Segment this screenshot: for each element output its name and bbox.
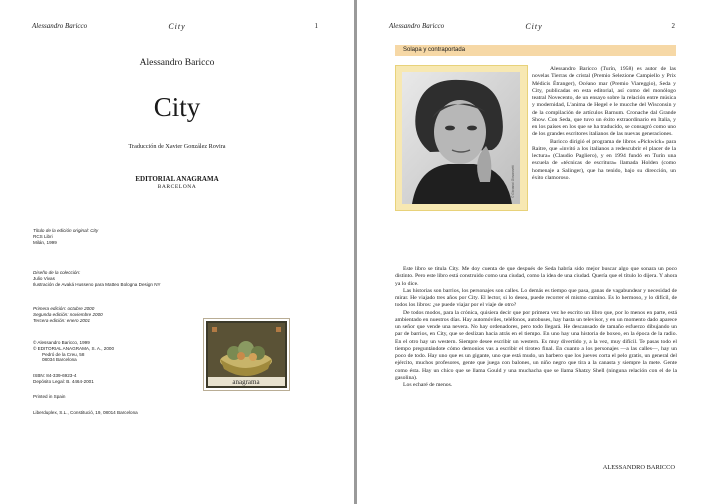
signature: ALESSANDRO BARICCO [602, 464, 675, 471]
running-header-author: Alessandro Baricco [32, 22, 88, 30]
original-title-line: Título de la edición original: City [33, 228, 99, 233]
blurb-paragraph: Este libro se titula City. Me doy cuenta de que después de Seda habría sido mejor buscar algo que sonara un poco distinto. Pero este libro está construido como una ciudad, como la idea de una ciudad. Quería que el título lo dijera. Y ahora ya lo dice. [395, 266, 677, 287]
isbn-block [33, 373, 94, 385]
publisher-city: BARCELONA [157, 184, 197, 190]
copyright-line: © Alessandro Baricco, 1999 [33, 340, 90, 345]
blurb-text [395, 266, 677, 389]
running-header-author: Alessandro Baricco [389, 22, 445, 30]
designer-name: Julio Vivas [33, 275, 55, 281]
printed-line: Printed in Spain [33, 394, 66, 399]
edition-line: Tercera edición: enero 2001 [33, 317, 91, 323]
address-line: Pedró de la Creu, 58 [42, 351, 85, 357]
address-line: 08034 Barcelona [42, 357, 77, 363]
edition-line: Primera edición: octubre 2000 [33, 306, 95, 311]
author-photo [395, 65, 528, 211]
running-header-title: City [525, 22, 543, 31]
author-bio [532, 66, 676, 182]
original-place-line: Milán, 1999 [33, 239, 57, 245]
design-credits-block [33, 270, 161, 287]
page-1 [0, 0, 354, 504]
edition-line: Segunda edición: noviembre 2000 [33, 311, 103, 317]
illustration-credit: Ilustración de Avaká Husseno para Matteo Bologna Design NY [33, 281, 161, 287]
cover-illustration [203, 318, 290, 391]
translator-credit: Traducción de Xavier González Rovira [128, 143, 226, 150]
blurb-paragraph: Las historias son barrios, los personajes son calles. Lo demás es tiempo que pasa, ganas de vagabundear y necesidad de mirar. He viajado tres años por City. El lector, si lo desea, puede recorrer el mismo camino. Es lo hermoso, y lo difícil, de todos los libros: ¿se puede viajar por el viaje de otro? [395, 287, 677, 309]
legal-deposit-line: Depósito Legal: B. 4464-2001 [33, 378, 94, 384]
copyright-block [33, 340, 114, 363]
isbn-line: ISBN: 84-339-6923-4 [33, 373, 77, 378]
photo-credit: © Giovanni Giovannetti [511, 165, 515, 198]
editions-block [33, 306, 103, 323]
blurb-paragraph: Los echaré de menos. [403, 382, 453, 388]
page-number: 2 [671, 22, 675, 30]
original-publisher-line: RCS Libri [33, 233, 53, 239]
page-2 [357, 0, 711, 504]
publisher-logo-text: anagrama [232, 378, 260, 386]
book-author: Alessandro Baricco [139, 58, 215, 68]
book-title: City [153, 92, 201, 122]
copyright-line: © EDITORIAL ANAGRAMA, S. A., 2000 [33, 345, 114, 351]
bio-paragraph: Baricco dirigió el programa de libros «Pickwick» para Raitre, que «invitó a los italianos a redescubrir el placer de la lectura» (Claudio Pagliero), y en 1994 fundó en Turín una escuela de «técnicas de escritura» llamada Holden (como homenaje a Salinger), que ha tenido, bajo su dirección, un éxito clamoroso. [532, 138, 676, 181]
bio-paragraph: Alessandro Baricco (Turín, 1958) es autor de las novelas Tierras de cristal (Premio Selezione Campiello y Prix Médicis Étranger), Océano mar (Premio Viareggio), Seda y City, publicadas en esta editorial, así como del monólogo teatral Novecento, de un ensayo sobre la relación entre música y modernidad, L'anima de Hegel e le mucche del Wisconsin y de la compilación de artículos Barnum. Cronache dal Grande Show. Con Seda, que tuvo un éxito extraordinario en Italia, y en los países en los que se ha traducido, se consagró como uno de los grandes escritores italianos de las nuevas generaciones. [532, 66, 676, 138]
running-header-title: City [168, 22, 186, 31]
original-edition-block [33, 228, 98, 245]
section-band: Solapa y contraportada [395, 45, 676, 56]
blurb-paragraph: De todos modos, para la crónica, quisiera decir que por primera vez he escrito un libro que, por lo menos en parte, está ambientado en nuestros días. Hay automóviles, teléfonos, autobuses, hay hasta un televisor, y en un momento dado aparece un señor que vende una nevera. No hay ordenadores, pero todo llegará. He descansado de tamaño esfuerzo dibujando un par de barrios, en City, que se deslizan hacia atrás en el tiempo. En uno hay una historia de boxeo, en la época de la radio. En el otro hay un western. Siempre desee escribir un western. Es muy divertido y, a la vez, muy difícil. Te pasas todo el tiempo preguntándote cómo demonios vas a escribir el tiroteo final. En cuanto a los personajes —a las calles—, hay un poco de todo. Hay uno que es un gigante, uno que está mudo, un barbero que los jueves corta el pelo gratis, un general del ejército, muchos profesores, gente que juega con balones, un niño negro que tira a la canasta y siempre la mete. Gente como ésta. Hay un chico que se llama Gould y una muchacha que se llama Shatzy Shell (ninguna relación con el de la gasolina). [395, 309, 677, 381]
page-number: 1 [314, 22, 318, 30]
printer-line: Liberduplex, S.L., Constitució, 19, 08014 Barcelona [33, 410, 138, 415]
publisher-name: EDITORIAL ANAGRAMA [135, 175, 219, 183]
design-label: Diseño de la colección: [33, 270, 81, 275]
